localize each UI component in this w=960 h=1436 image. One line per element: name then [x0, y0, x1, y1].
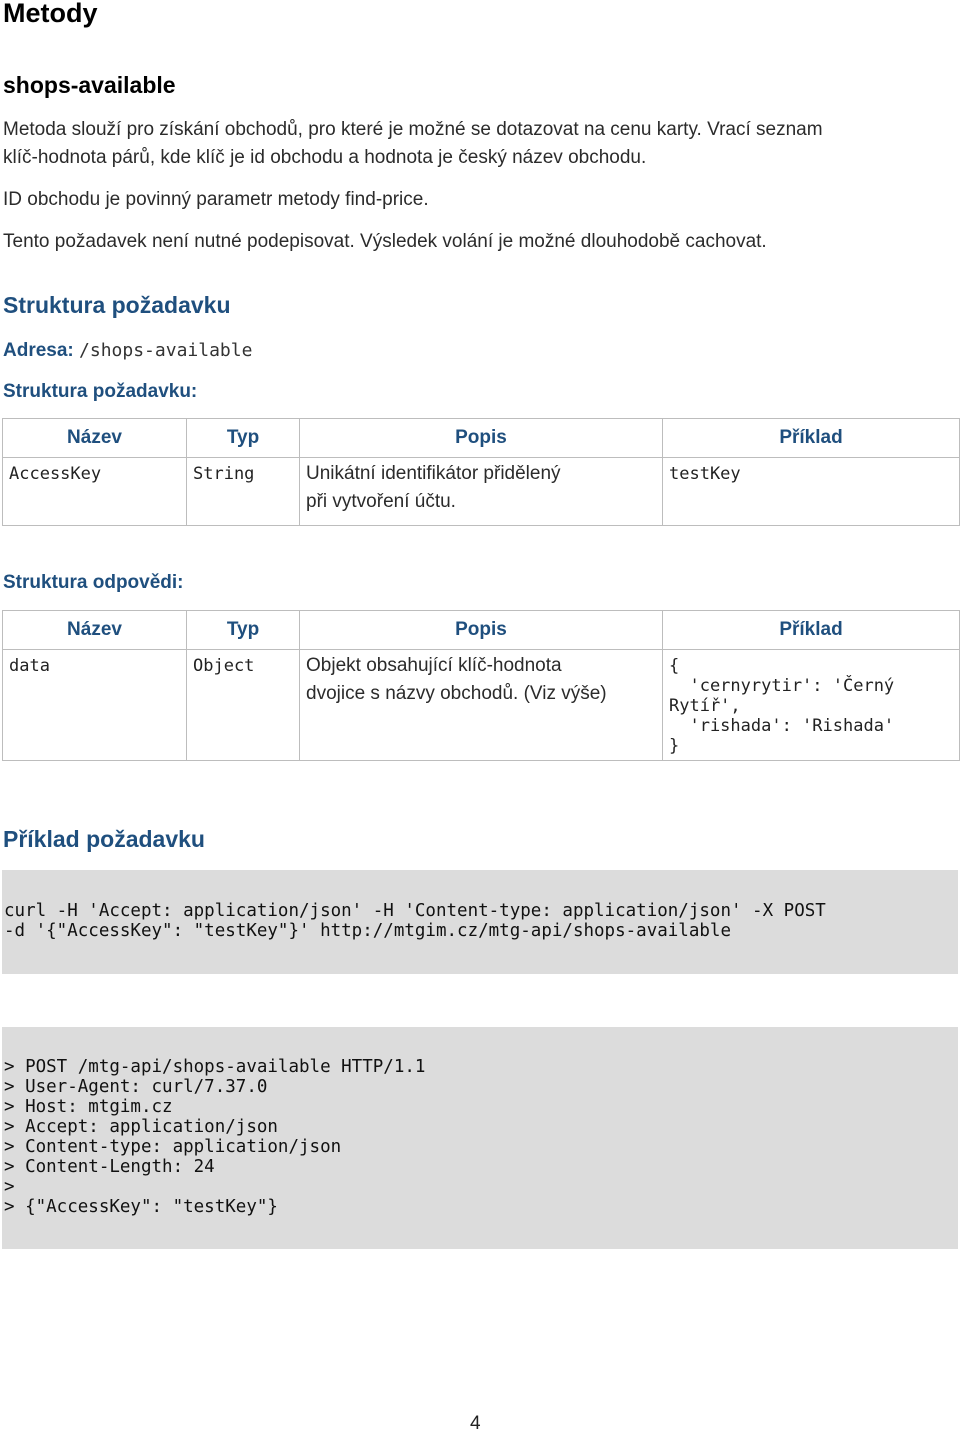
col-header-example: Příklad — [663, 419, 960, 458]
param-description-line-2: při vytvoření účtu. — [306, 491, 456, 512]
table-header-row — [3, 611, 960, 650]
request-structure-label: Struktura požadavku: — [3, 381, 198, 402]
response-field-example: { 'cernyrytir': 'Černý Rytíř', 'rishada': 'Rishada' } — [663, 650, 960, 761]
table-header-row — [3, 419, 960, 458]
intro-line-3: ID obchodu je povinný parametr metody find-price. — [3, 189, 429, 210]
param-name: AccessKey — [3, 458, 187, 526]
col-header-description: Popis — [300, 611, 663, 650]
col-header-type: Typ — [187, 419, 300, 458]
param-type: String — [187, 458, 300, 526]
response-field-name: data — [3, 650, 187, 761]
page-title: Metody — [3, 0, 98, 28]
param-example: testKey — [663, 458, 960, 526]
response-field-description — [300, 650, 663, 761]
col-header-description: Popis — [300, 419, 663, 458]
intro-line-1: Metoda slouží pro získání obchodů, pro které je možné se dotazovat na cenu karty. Vrací seznam — [3, 119, 823, 140]
response-field-type: Object — [187, 650, 300, 761]
response-structure-label: Struktura odpovědi: — [3, 572, 184, 593]
request-heading: Struktura požadavku — [3, 292, 231, 318]
address-label: Adresa: — [3, 340, 74, 361]
param-description-line-1: Unikátní identifikátor přidělený — [306, 463, 561, 484]
address-value: /shops-available — [79, 340, 253, 361]
page-number: 4 — [470, 1413, 481, 1434]
curl-code-block: curl -H 'Accept: application/json' -H 'Content-type: application/json' -X POST -d '{"AccessKey": "testKey"}' http://mtgim.cz/mtg-api/shops-available — [2, 870, 958, 974]
http-request-code-block: > POST /mtg-api/shops-available HTTP/1.1 > User-Agent: curl/7.37.0 > Host: mtgim.cz > Accept: application/json > Content-type: application/json > Content-Length: 24 > > {"AccessKey": "testKey"} — [2, 1027, 958, 1249]
section-title: shops-available — [3, 72, 176, 98]
table-row — [3, 458, 960, 526]
response-description-line-2: dvojice s názvy obchodů. (Viz výše) — [306, 683, 607, 704]
example-heading: Příklad požadavku — [3, 826, 205, 852]
col-header-name: Název — [3, 419, 187, 458]
intro-line-4: Tento požadavek není nutné podepisovat. Výsledek volání je možné dlouhodobě cachovat. — [3, 231, 767, 252]
address-row — [3, 340, 252, 362]
table-row — [3, 650, 960, 761]
col-header-example: Příklad — [663, 611, 960, 650]
col-header-type: Typ — [187, 611, 300, 650]
param-description — [300, 458, 663, 526]
intro-line-2: klíč-hodnota párů, kde klíč je id obchodu a hodnota je český název obchodu. — [3, 147, 647, 168]
request-table — [2, 418, 960, 526]
response-description-line-1: Objekt obsahující klíč-hodnota — [306, 655, 562, 676]
col-header-name: Název — [3, 611, 187, 650]
response-table — [2, 610, 960, 761]
